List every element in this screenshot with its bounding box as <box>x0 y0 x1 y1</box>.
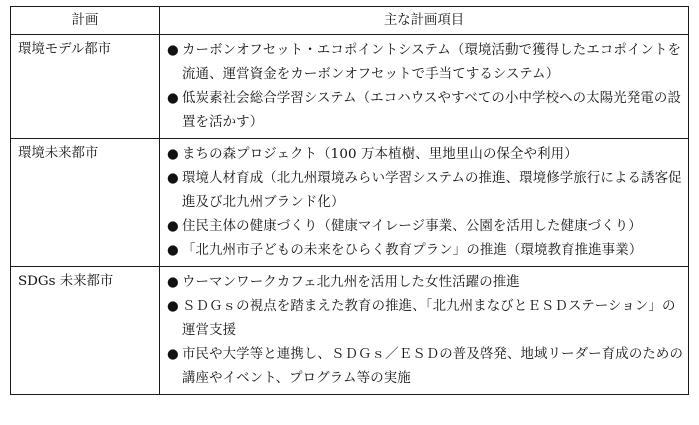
list-item-text: ＳＤＧｓの視点を踏まえた教育の推進、「北九州まなびとＥＳＤステーション」の運営支援 <box>182 299 676 338</box>
list-item <box>167 343 684 391</box>
list-item <box>167 39 684 87</box>
plan-name-cell: SDGs 未来都市 <box>11 267 160 395</box>
plan-items-cell <box>160 267 689 395</box>
list-item <box>167 271 684 295</box>
bullet-icon: ● <box>167 219 179 234</box>
list-item-text: カーボンオフセット・エコポイントシステム（環境活動で獲得したエコポイントを流通、運営資金をカーボンオフセットで手当てするシステム） <box>182 43 682 82</box>
bullet-icon: ● <box>167 43 179 58</box>
bullet-icon: ● <box>167 171 179 186</box>
list-item-text: 低炭素社会総合学習システム（エコハウスやすべての小中学校への太陽光発電の設置を活かす） <box>182 91 681 130</box>
bullet-icon: ● <box>167 243 179 258</box>
list-item-text: 「北九州市子どもの未来をひらく教育プラン」の推進（環境教育推進事業） <box>182 243 643 258</box>
list-item <box>167 295 684 343</box>
column-header-items: 主な計画項目 <box>160 7 689 35</box>
table-row <box>11 267 689 395</box>
list-item-text: 市民や大学等と連携し、ＳＤＧｓ／ＥＳＤの普及啓発、地域リーダー育成のための講座やイベント、プログラム等の実施 <box>182 347 684 386</box>
bullet-icon: ● <box>167 147 179 162</box>
plan-items-cell <box>160 139 689 267</box>
table-header-row <box>11 7 689 35</box>
plan-name-cell: 環境モデル都市 <box>11 35 160 139</box>
bullet-icon: ● <box>167 275 179 290</box>
plan-table-container <box>10 6 688 395</box>
column-header-plan: 計画 <box>11 7 160 35</box>
list-item <box>167 87 684 135</box>
list-item-text: ウーマンワークカフェ北九州を活用した女性活躍の推進 <box>182 275 520 290</box>
list-item <box>167 239 684 263</box>
bullet-icon: ● <box>167 347 179 362</box>
bullet-icon: ● <box>167 91 179 106</box>
list-item <box>167 167 684 215</box>
plan-table <box>10 6 689 395</box>
table-row <box>11 139 689 267</box>
list-item-text: 環境人材育成（北九州環境みらい学習システムの推進、環境修学旅行による誘客促進及び北九州ブランド化） <box>182 171 682 210</box>
table-row <box>11 35 689 139</box>
list-item-text: まちの森プロジェクト（100 万本植樹、里地里山の保全や利用） <box>182 147 578 162</box>
plan-items-cell <box>160 35 689 139</box>
plan-name-cell: 環境未来都市 <box>11 139 160 267</box>
list-item <box>167 215 684 239</box>
list-item-text: 住民主体の健康づくり（健康マイレージ事業、公園を活用した健康づくり） <box>182 219 642 234</box>
bullet-icon: ● <box>167 299 179 314</box>
list-item <box>167 143 684 167</box>
